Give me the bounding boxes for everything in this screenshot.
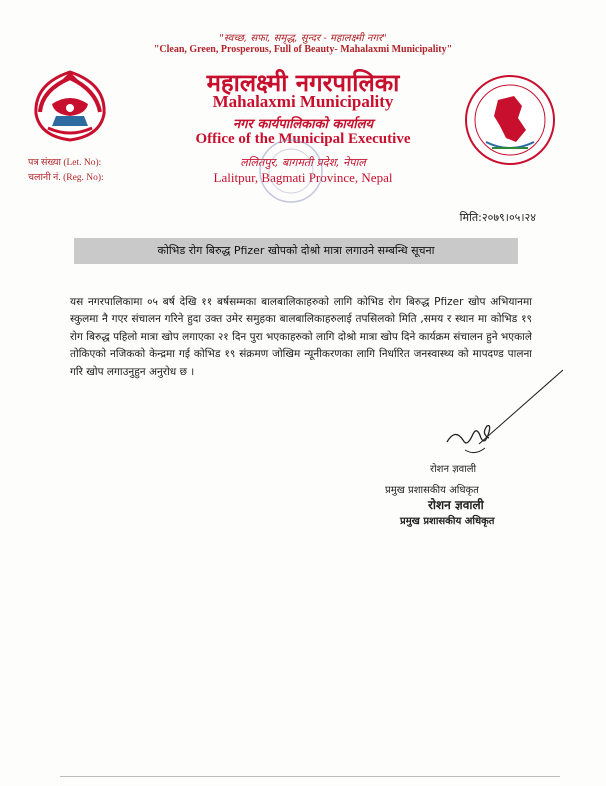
office-title-english: Office of the Municipal Executive [195,131,411,147]
stamp-signatory-name: रोशन ज्ञवाली [428,498,484,512]
footer-divider [60,776,560,777]
letter-date: मिति:२०७९।०५।२४ [459,211,536,224]
subject-title: कोभिड रोग बिरुद्ध Pfizer खोपको दोश्रो मात्रा लगाउने सम्बन्धि सूचना [157,244,435,257]
registration-number-label: चलानी नं. (Reg. No): [28,173,104,183]
notice-body: यस नगरपालिकामा ०५ बर्ष देखि ११ बर्षसम्मका बालबालिकाहरुको लागि कोभिड रोग बिरुद्ध Pfizer खोप अभियानमा स्कुलमा नै गएर संचालन गरिने हुदा उक्त उमेर समुहका बालबालिकाहरुलाई तपसिलको मिति ,समय र स्थान मा कोभिड १९ रोग बिरुद्ध पहिलो मात्रा खोप लगाएका २१ दिन पुरा भएकाहरुको लागि दोश्रो मात्रा खोप दिने कार्यक्रम संचालन हुने भएकाले तोकिएको नजिकको केन्द्रमा गई कोभिड १९ संक्रमण जोखिम न्यूनीकरणका लागि निर्धारित जनस्वास्थ्य को मापदण्ड पालना गरि खोप लगाउनुहुन अनुरोध छ । [70,296,532,378]
office-title-nepali: नगर कार्यपालिकाको कार्यालय [232,117,374,132]
letter-number-label: पत्र संख्या (Let. No): [28,158,102,168]
letter-references [28,156,104,186]
motto-english: "Clean, Green, Prosperous, Full of Beauty- Mahalaxmi Municipality" [153,44,453,55]
signatory-name: रोशन ज्ञवाली [430,464,477,475]
municipality-title-nepali: महालक्ष्मी नगरपालिका [206,69,400,97]
handwritten-signature-icon [445,364,565,464]
stamp-signatory-title: प्रमुख प्रशासकीय अधिकृत [400,516,495,527]
municipality-title-english: Mahalaxmi Municipality [212,92,394,111]
address-nepali: ललितपुर, बागमती प्रदेश, नेपाल [240,156,366,169]
office-stamp-icon [256,136,326,206]
address-english: Lalitpur, Bagmati Province, Nepal [213,170,393,185]
motto-nepali: "स्वच्छ, सफा, समृद्ध, सुन्दर - महालक्ष्मी नगर" [219,33,387,44]
signatory-title: प्रमुख प्रशासकीय अधिकृत [385,485,479,496]
